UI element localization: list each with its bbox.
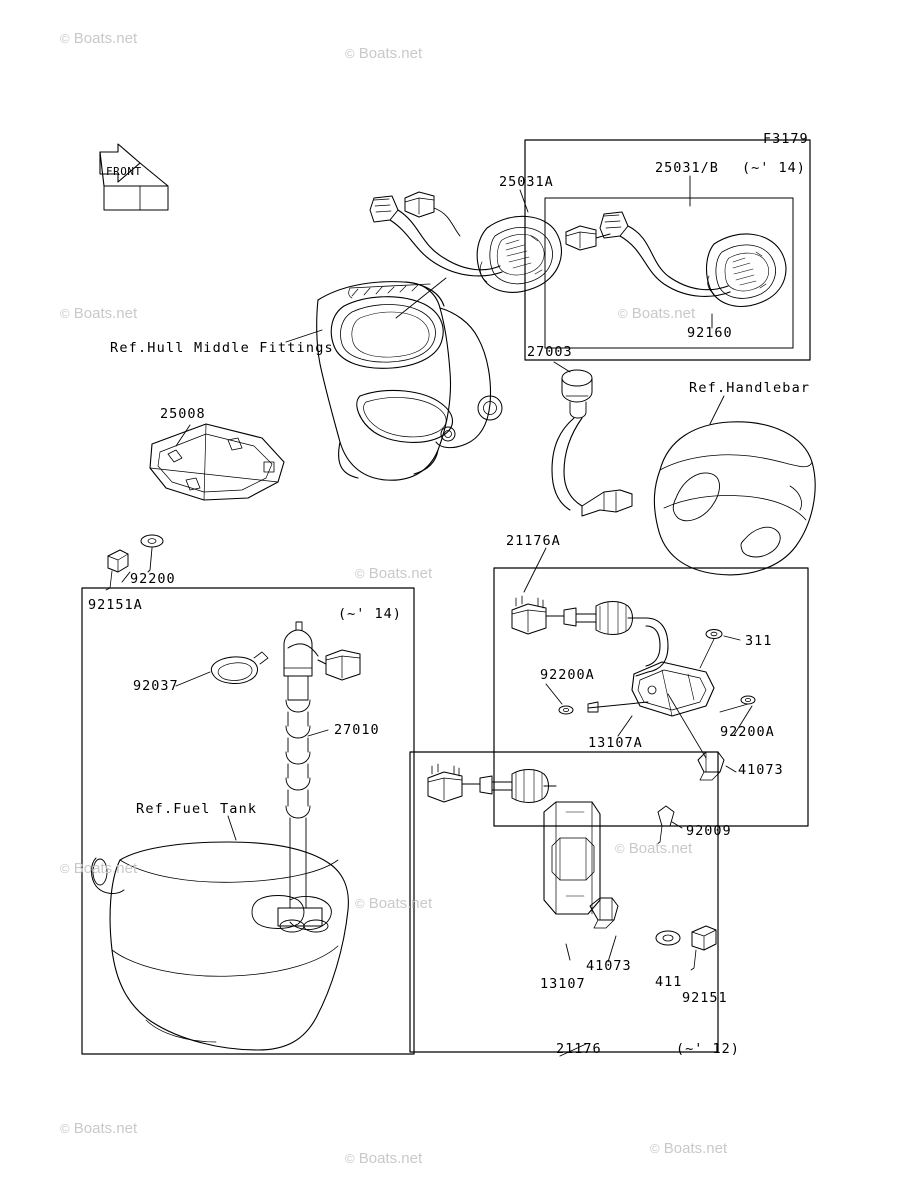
watermark: © Boats.net (60, 1120, 138, 1137)
inset-sub-part-92160: 92160 (687, 325, 733, 341)
callout-13107: 13107 (540, 976, 586, 992)
callout-27003: 27003 (527, 344, 573, 360)
callout-ref-handlebar: Ref.Handlebar (689, 380, 811, 396)
meter-25031a (370, 192, 561, 292)
bolt-92151a (106, 550, 128, 590)
watermark: © Boats.net (345, 1150, 423, 1167)
switch-27003 (552, 370, 632, 516)
callout-92037: 92037 (133, 678, 179, 694)
callout-21176: 21176 (556, 1041, 602, 1057)
sheet-code: F3179 (763, 131, 809, 147)
watermark: © Boats.net (60, 30, 138, 47)
callout-ref-fuel-tank: Ref.Fuel Tank (136, 801, 258, 817)
callout-year-12: (~' 12) (676, 1041, 740, 1057)
callout-13107a: 13107A (588, 735, 643, 751)
callout-411: 411 (655, 974, 683, 990)
watermark: © Boats.net (615, 840, 693, 857)
sensor-21176a (512, 596, 755, 844)
watermark: © Boats.net (60, 305, 138, 322)
callout-27010: 27010 (334, 722, 380, 738)
watermark: © Boats.net (618, 305, 696, 322)
callout-year-14: (~' 14) (338, 606, 402, 622)
sensor-21176 (428, 764, 716, 970)
hull-middle-fitting (317, 282, 502, 481)
callout-92200a-left: 92200A (540, 667, 595, 683)
callout-92151: 92151 (682, 990, 728, 1006)
watermark: © Boats.net (355, 565, 433, 582)
callout-92200a-right: 92200A (720, 724, 775, 740)
callout-311: 311 (745, 633, 773, 649)
fuel-tank (92, 842, 349, 1050)
callout-41073-upper: 41073 (738, 762, 784, 778)
callout-25031a: 25031A (499, 174, 554, 190)
bracket-25008 (150, 424, 284, 500)
watermark: © Boats.net (650, 1140, 728, 1157)
front-label: FRONT (106, 165, 142, 178)
callout-ref-hull-middle-fittings: Ref.Hull Middle Fittings (110, 340, 334, 356)
callout-92200: 92200 (130, 571, 176, 587)
callout-25008: 25008 (160, 406, 206, 422)
washer-92200 (141, 535, 163, 547)
handlebar-cover (654, 422, 815, 575)
watermark: © Boats.net (355, 895, 433, 912)
callout-41073-lower: 41073 (586, 958, 632, 974)
callout-92151a: 92151A (88, 597, 143, 613)
inset-meter-assembly (566, 212, 786, 306)
callout-92009: 92009 (686, 823, 732, 839)
fuel-pump-27010 (211, 622, 360, 932)
watermark: © Boats.net (345, 45, 423, 62)
callout-21176a: 21176A (506, 533, 561, 549)
watermark: © Boats.net (60, 860, 138, 877)
inset-year-note: (~' 14) (742, 160, 806, 176)
inset-part-number: 25031/B (655, 160, 719, 176)
